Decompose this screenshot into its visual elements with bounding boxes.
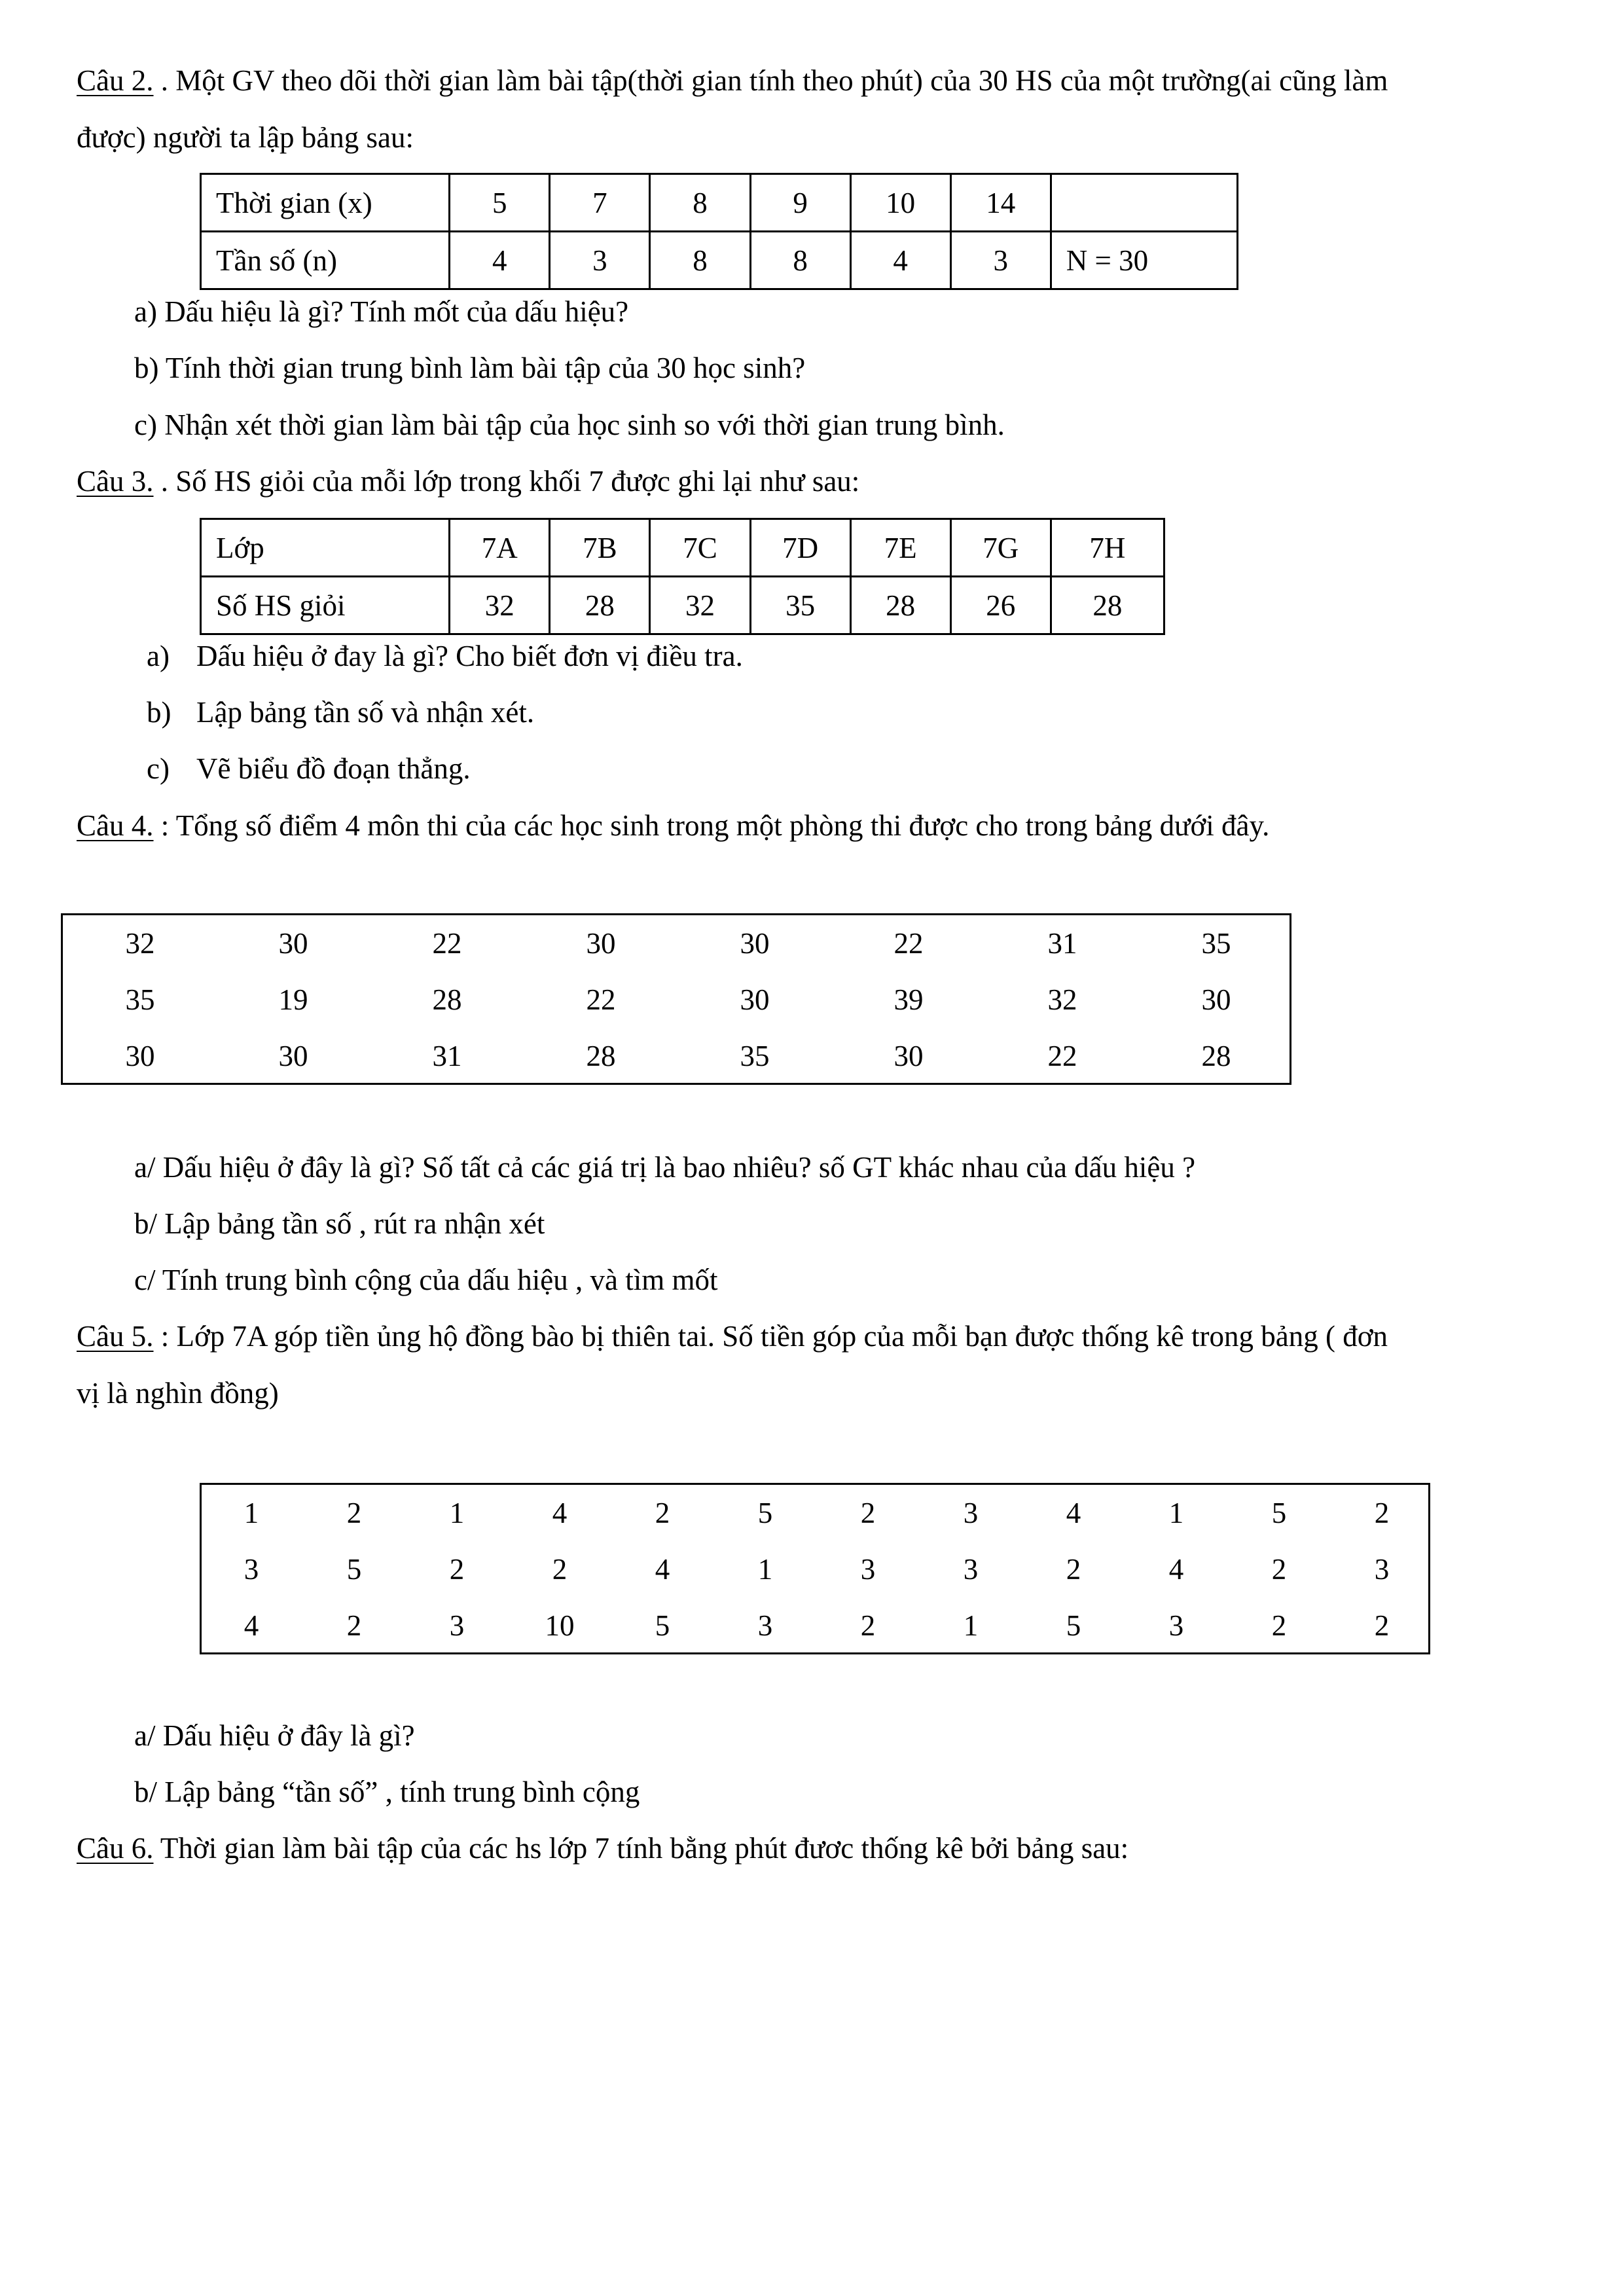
q5-value: 1 <box>449 1497 465 1529</box>
q4-value: 22 <box>586 983 616 1016</box>
q2-question-c: c) Nhận xét thời gian làm bài tập của học sinh so với thời gian trung bình. <box>134 409 1005 441</box>
q5-value: 5 <box>757 1497 773 1529</box>
q6-label: Câu 6. <box>77 1832 154 1865</box>
q5-value: 2 <box>655 1497 670 1529</box>
q4-value: 30 <box>740 927 770 960</box>
q5-value: 2 <box>1271 1609 1287 1642</box>
q5-data-row <box>202 1541 1428 1597</box>
q2-label: Câu 2. <box>77 64 154 97</box>
q3-table-row-count <box>201 577 1164 634</box>
q4-value: 35 <box>125 983 155 1016</box>
q5-value: 1 <box>963 1609 979 1642</box>
q5-value: 5 <box>346 1553 362 1586</box>
q4-text: : Tổng số điểm 4 môn thi của các học sinh trong một phòng thi được cho trong bảng dưới đây. <box>153 809 1270 842</box>
q4-value: 28 <box>432 983 462 1016</box>
q3-table-header-count: Số HS giỏi <box>201 577 450 634</box>
q2-n-cell: 8 <box>650 232 750 289</box>
q5-value: 5 <box>1271 1497 1287 1529</box>
q4-value: 30 <box>740 983 770 1016</box>
q3-count-cell: 32 <box>650 577 750 634</box>
q2-x-cell: 5 <box>450 174 550 232</box>
q6-line <box>77 1829 1128 1868</box>
q4-value: 30 <box>1201 983 1231 1016</box>
q2-table-row-n <box>201 232 1238 289</box>
q5-value: 2 <box>346 1609 362 1642</box>
q5-value: 4 <box>552 1497 568 1529</box>
q4-value: 28 <box>1201 1040 1231 1072</box>
q5-value: 2 <box>860 1497 876 1529</box>
q5-value: 3 <box>244 1553 259 1586</box>
q3-item-text: Lập bảng tần số và nhận xét. <box>196 696 535 729</box>
q5-value: 3 <box>963 1497 979 1529</box>
q3-count-cell: 32 <box>450 577 550 634</box>
q4-value: 32 <box>125 927 155 960</box>
q3-item-marker: c) <box>147 752 170 785</box>
q5-value: 2 <box>860 1609 876 1642</box>
q4-value: 32 <box>1047 983 1077 1016</box>
q5-value: 1 <box>1168 1497 1184 1529</box>
q5-value: 2 <box>1066 1553 1081 1586</box>
q2-n-cell: 4 <box>850 232 950 289</box>
q4-value: 35 <box>740 1040 770 1072</box>
q2-n-cell: 8 <box>750 232 850 289</box>
q3-count-cell: 26 <box>950 577 1051 634</box>
q5-value: 4 <box>1066 1497 1081 1529</box>
q2-n-cell: 3 <box>550 232 650 289</box>
q3-class-cell: 7D <box>750 519 850 577</box>
q4-question-b: b/ Lập bảng tần số , rút ra nhận xét <box>134 1207 545 1240</box>
q2-question-b: b) Tính thời gian trung bình làm bài tập của 30 học sinh? <box>134 352 806 384</box>
q3-class-cell: 7G <box>950 519 1051 577</box>
q4-data-row <box>63 1028 1290 1084</box>
q3-text: . Số HS giỏi của mỗi lớp trong khối 7 được ghi lại như sau: <box>153 465 860 498</box>
q5-value: 2 <box>449 1553 465 1586</box>
q2-x-cell: 14 <box>950 174 1051 232</box>
q5-value: 2 <box>1374 1609 1390 1642</box>
q2-empty-cell <box>1051 174 1237 232</box>
q5-value: 3 <box>860 1553 876 1586</box>
q6-text: Thời gian làm bài tập của các hs lớp 7 tính bằng phút đươc thống kê bởi bảng sau: <box>153 1832 1129 1865</box>
q5-value: 4 <box>655 1553 670 1586</box>
q5-value: 2 <box>1374 1497 1390 1529</box>
q2-x-cell: 7 <box>550 174 650 232</box>
q3-item-text: Vẽ biểu đồ đoạn thẳng. <box>196 752 471 785</box>
q2-line2: được) người ta lập bảng sau: <box>77 121 414 154</box>
q5-value: 5 <box>1066 1609 1081 1642</box>
q4-question-a: a/ Dấu hiệu ở đây là gì? Số tất cả các giá trị là bao nhiêu? số GT khác nhau của dấu hiệu ? <box>134 1151 1196 1184</box>
q3-item-text: Dấu hiệu ở đay là gì? Cho biết đơn vị điều tra. <box>196 640 743 672</box>
q4-value: 31 <box>1047 927 1077 960</box>
q5-data-row <box>202 1485 1428 1541</box>
q4-value: 22 <box>893 927 924 960</box>
q5-value: 2 <box>346 1497 362 1529</box>
q5-value: 10 <box>545 1609 575 1642</box>
q3-class-cell: 7C <box>650 519 750 577</box>
q4-data-box <box>61 913 1291 1085</box>
q5-value: 3 <box>1374 1553 1390 1586</box>
q4-value: 28 <box>586 1040 616 1072</box>
q3-item-a <box>147 636 743 676</box>
q5-value: 3 <box>1168 1609 1184 1642</box>
q2-question-a: a) Dấu hiệu là gì? Tính mốt của dấu hiệu? <box>134 295 629 328</box>
q2-n-cell: 4 <box>450 232 550 289</box>
q2-line1 <box>77 61 1388 100</box>
q4-data-row <box>63 915 1290 972</box>
q3-item-marker: a) <box>147 640 170 672</box>
q5-data-row <box>202 1597 1428 1654</box>
q2-n-cell: 3 <box>950 232 1051 289</box>
q3-class-cell: 7E <box>850 519 950 577</box>
q4-label: Câu 4. <box>77 809 154 842</box>
q5-question-b: b/ Lập bảng “tần số” , tính trung bình cộng <box>134 1776 640 1808</box>
q3-table <box>200 518 1165 635</box>
q3-line <box>77 462 859 501</box>
q3-class-cell: 7H <box>1051 519 1164 577</box>
q2-x-cell: 10 <box>850 174 950 232</box>
q2-x-cell: 8 <box>650 174 750 232</box>
q5-value: 3 <box>757 1609 773 1642</box>
q3-count-cell: 35 <box>750 577 850 634</box>
q4-value: 30 <box>586 927 616 960</box>
q5-line2: vị là nghìn đồng) <box>77 1377 279 1410</box>
q4-data-row <box>63 972 1290 1028</box>
q5-value: 1 <box>244 1497 259 1529</box>
q2-table-header-n: Tần số (n) <box>201 232 450 289</box>
q3-count-cell: 28 <box>1051 577 1164 634</box>
q4-value: 35 <box>1201 927 1231 960</box>
q3-count-cell: 28 <box>550 577 650 634</box>
q2-x-cell: 9 <box>750 174 850 232</box>
q3-class-cell: 7B <box>550 519 650 577</box>
q3-class-cell: 7A <box>450 519 550 577</box>
q2-table-row-x <box>201 174 1238 232</box>
q2-table <box>200 173 1238 290</box>
q4-value: 22 <box>1047 1040 1077 1072</box>
q3-item-c <box>147 749 471 788</box>
q3-item-b <box>147 693 535 732</box>
q2-total-cell: N = 30 <box>1051 232 1237 289</box>
q5-data-box <box>200 1483 1430 1654</box>
q3-table-header-class: Lớp <box>201 519 450 577</box>
q5-value: 2 <box>552 1553 568 1586</box>
q3-label: Câu 3. <box>77 465 154 498</box>
q4-value: 30 <box>125 1040 155 1072</box>
q3-table-row-class <box>201 519 1164 577</box>
q3-item-marker: b) <box>147 696 171 729</box>
q4-question-c: c/ Tính trung bình cộng của dấu hiệu , và tìm mốt <box>134 1264 718 1296</box>
q5-value: 2 <box>1271 1553 1287 1586</box>
q5-label: Câu 5. <box>77 1320 154 1353</box>
q4-value: 30 <box>278 1040 308 1072</box>
q4-value: 39 <box>893 983 924 1016</box>
q5-value: 3 <box>963 1553 979 1586</box>
q5-question-a: a/ Dấu hiệu ở đây là gì? <box>134 1719 415 1752</box>
q2-text: . Một GV theo dõi thời gian làm bài tập(thời gian tính theo phút) của 30 HS của một trường(ai cũng làm <box>153 64 1388 97</box>
q4-value: 31 <box>432 1040 462 1072</box>
q4-line <box>77 806 1269 845</box>
q5-value: 4 <box>244 1609 259 1642</box>
q5-value: 3 <box>449 1609 465 1642</box>
q4-value: 19 <box>278 983 308 1016</box>
q4-value: 30 <box>278 927 308 960</box>
q5-line1 <box>77 1317 1388 1356</box>
q5-value: 5 <box>655 1609 670 1642</box>
q4-value: 30 <box>893 1040 924 1072</box>
q2-table-header-x: Thời gian (x) <box>201 174 450 232</box>
q5-value: 4 <box>1168 1553 1184 1586</box>
q3-count-cell: 28 <box>850 577 950 634</box>
q5-value: 1 <box>757 1553 773 1586</box>
q4-value: 22 <box>432 927 462 960</box>
q5-text: : Lớp 7A góp tiền ủng hộ đồng bào bị thiên tai. Số tiền góp của mỗi bạn được thống kê trong bảng ( đơn <box>153 1320 1388 1353</box>
